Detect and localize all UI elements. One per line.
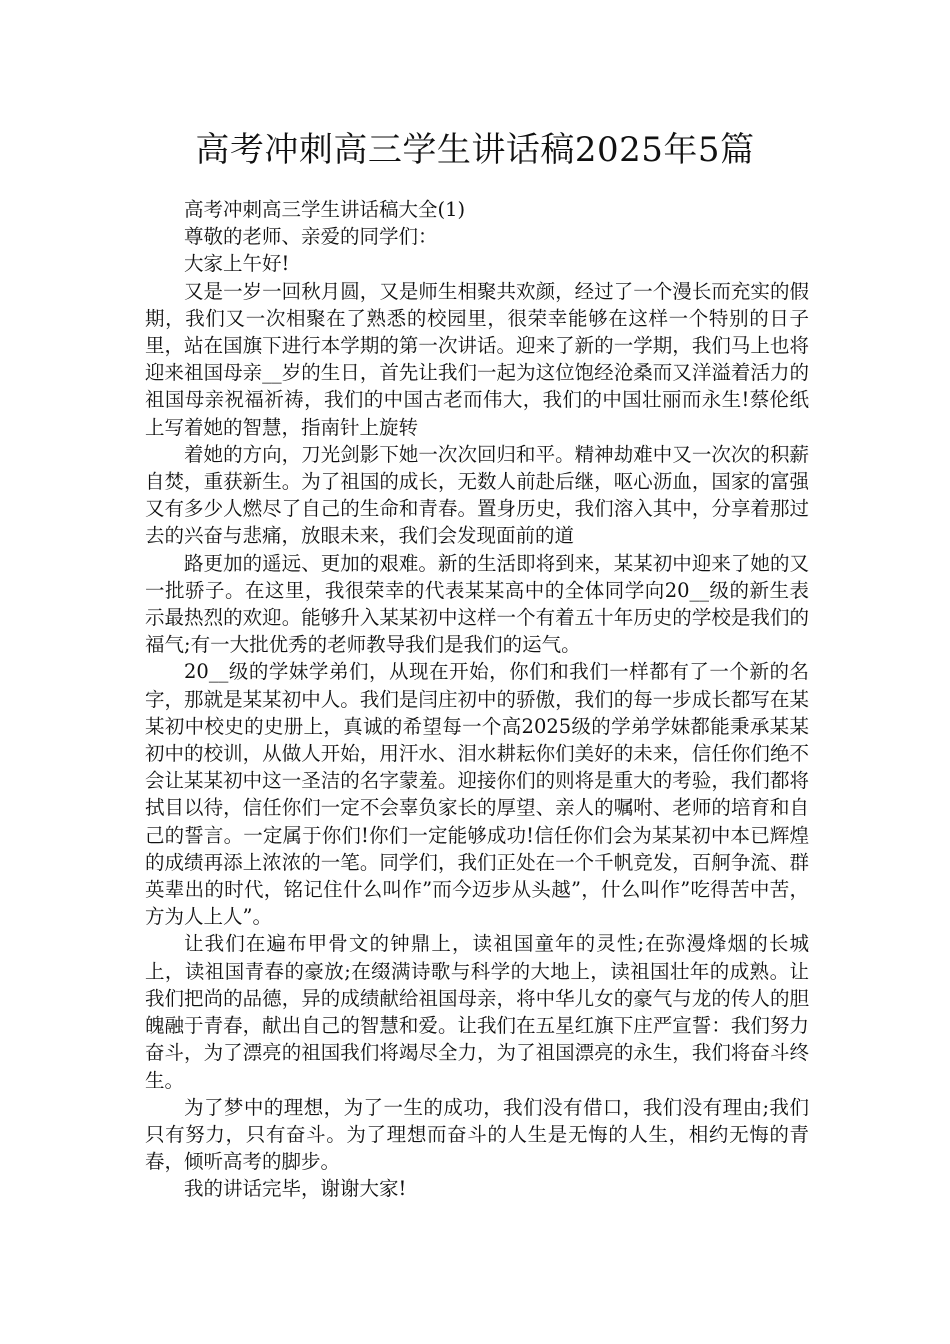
paragraph-salutation: 尊敬的老师、亲爱的同学们： [184,225,438,249]
paragraph: 为了梦中的理想，为了一生的成功，我们没有借口，我们没有理由;我们只有努力，只有奋斗。为了理想而奋斗的人生是无悔的人生，相约无悔的青春，倾听高考的脚步。 [145,1095,809,1174]
document-title: 高考冲刺高三学生讲话稿2025年5篇 [195,130,755,170]
document-body [145,196,809,1203]
paragraph: 路更加的遥远、更加的艰难。新的生活即将到来，某某初中迎来了她的又一批骄子。在这里，我很荣幸的代表某某高中的全体同学向20__级的新生表示最热烈的欢迎。能够升入某某初中这样一个有着五十年历史的学校是我们的福气;有一大批优秀的老师教导我们是我们的运气。 [145,551,809,657]
paragraph: 着她的方向，刀光剑影下她一次次回归和平。精神劫难中又一次次的积薪自焚，重获新生。为了祖国的成长，无数人前赴后继，呕心沥血，国家的富强又有多少人燃尽了自己的生命和青春。置身历史，我们溶入其中，分享着那过去的兴奋与悲痛，放眼未来，我们会发现面前的道 [145,442,809,548]
paragraph-greeting: 大家上午好! [184,252,290,276]
paragraph: 又是一岁一回秋月圆，又是师生相聚共欢颜，经过了一个漫长而充实的假期，我们又一次相聚在了熟悉的校园里，很荣幸能够在这样一个特别的日子里，站在国旗下进行本学期的第一次讲话。迎来了新的一学期，我们马上也将迎来祖国母亲__岁的生日，首先让我们一起为这位饱经沧桑而又洋溢着活力的祖国母亲祝福祈祷，我们的中国古老而伟大，我们的中国壮丽而永生!蔡伦纸上写着她的智慧，指南针上旋转 [145,279,809,439]
paragraph: 20__级的学妹学弟们，从现在开始，你们和我们一样都有了一个新的名字，那就是某某初中人。我们是闫庄初中的骄傲，我们的每一步成长都写在某某初中校史的史册上，真诚的希望每一个高2025级的学弟学妹都能秉承某某初中的校训，从做人开始，用汗水、泪水耕耘你们美好的未来，信任你们绝不会让某某初中这一圣洁的名字蒙羞。迎接你们的则将是重大的考验，我们都将拭目以待，信任你们一定不会辜负家长的厚望、亲人的嘱咐、老师的培育和自己的誓言。一定属于你们!你们一定能够成功!信任你们会为某某初中本已辉煌的成绩再添上浓浓的一笔。同学们，我们正处在一个千帆竞发，百舸争流、群英辈出的时代，铭记住什么叫作”而今迈步从头越”，什么叫作”吃得苦中苦，方为人上人”。 [145,660,809,929]
paragraph: 让我们在遍布甲骨文的钟鼎上，读祖国童年的灵性;在弥漫烽烟的长城上，读祖国青春的豪放;在缀满诗歌与科学的大地上，读祖国壮年的成熟。让我们把尚的品德，异的成绩献给祖国母亲，将中华儿女的豪气与龙的传人的胆魄融于青春，献出自己的智慧和爱。让我们在五星红旗下庄严宣誓：我们努力奋斗，为了漂亮的祖国我们将竭尽全力，为了祖国漂亮的永生，我们将奋斗终生。 [145,932,809,1092]
paragraph-heading: 高考冲刺高三学生讲话稿大全(1) [184,198,466,221]
paragraph-closing: 我的讲话完毕，谢谢大家! [184,1177,407,1201]
